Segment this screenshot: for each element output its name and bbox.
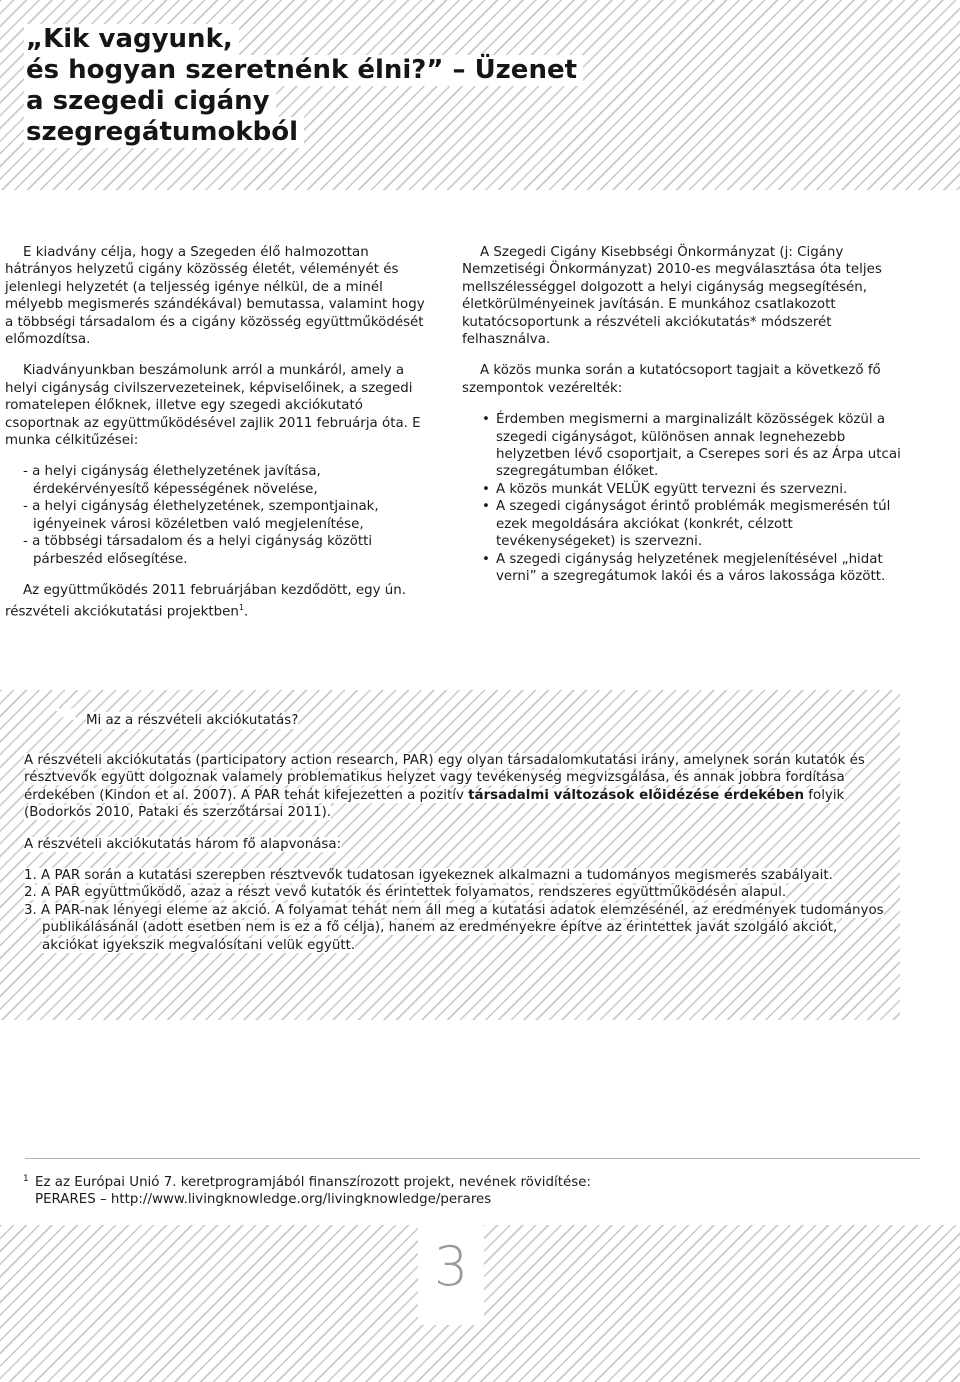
aspect-item: • A szegedi cigányság helyzetének megjelenítésével „hidat verni” a szegregátumok lakói és a város lakossága között. — [496, 551, 907, 586]
left-column — [5, 244, 430, 635]
cooperation-text: Az együttműködés 2011 februárjában kezdődött, egy ún. részvételi akciókutatási projektben — [5, 582, 407, 620]
principle-item: 1. A PAR során a kutatási szerepben résztvevők tudatosan igyekeznek alkalmazni a tudományos megismerés szabályait. — [24, 868, 833, 884]
aspects-intro: A közös munka során a kutatócsoport tagjait a következő fő szempontok vezérelték: — [462, 363, 881, 396]
asterisk-icon: * — [54, 696, 78, 747]
intro-paragraph: E kiadvány célja, hogy a Szegeden élő halmozottan hátrányos helyzetű cigány közösség életét, véleményét és jelenlegi helyzetét (a teljesség igénye nélkül, de a minél mélyebb megismerés szándékával) bemutassa, valamint hogy a többségi társadalom és a cigány közösség együttműködését előmozdítsa. — [5, 245, 425, 348]
aspects-list — [496, 411, 907, 585]
definition-bold: társadalmi változások előidézése érdekében — [468, 787, 805, 803]
footnote-divider — [25, 1158, 920, 1159]
footnote-reference[interactable]: 1 — [238, 603, 244, 613]
title-line-2: és hogyan szeretnénk élni?” – Üzenet — [24, 55, 583, 86]
cooperation-end: . — [243, 604, 249, 620]
par-definition — [24, 752, 884, 822]
goal-item: - a többségi társadalom és a helyi cigányság közötti párbeszéd elősegítése. — [23, 534, 373, 567]
principles-list — [24, 867, 884, 954]
footnote — [23, 1174, 591, 1209]
page-number: 3 — [433, 1235, 469, 1298]
page-title — [24, 24, 583, 148]
page-number-box — [418, 1225, 484, 1325]
definition-text-end: folyik (Bodorkós 2010, Pataki és szerzőtársai 2011). — [24, 787, 845, 821]
cooperation-paragraph — [5, 582, 430, 621]
goal-item: - a helyi cigányság élethelyzetének, szempontjainak, igényeinek városi közéletben való megjelenítése, — [23, 499, 379, 532]
title-line-4: szegregátumokból — [24, 117, 304, 148]
info-box-heading: Mi az a részvételi akciókutatás? — [86, 713, 299, 728]
footnote-mark: 1 — [23, 1174, 29, 1184]
footnote-line-1: Ez az Európai Unió 7. keretprogramjából finanszírozott projekt, nevének rövidítése: — [35, 1175, 591, 1190]
report-paragraph: Kiadványunkban beszámolunk arról a munkáról, amely a helyi cigányság civilszervezeteinek, képviselőinek, a szegedi romatelepen élőknek, illetve egy szegedi akciókutató csoportnak az együttműködésével zajlik 2011 februárja óta. E munka célkitűzései: — [5, 363, 421, 449]
title-line-3: a szegedi cigány — [24, 86, 276, 117]
action-research-info-box — [0, 690, 900, 1020]
right-column — [462, 244, 907, 585]
principle-item: 3. A PAR-nak lényegi eleme az akció. A folyamat tehát nem áll meg a kutatási adatok elemzésénél, az eredmények tudományos publikálásánál (adott esetben nem is ez a fő célja), hanem az eredményekre építve az érintettek javát szolgáló akciót, akciókat igyekszik megvalósítani velük együtt. — [24, 902, 884, 953]
aspect-item: • Érdemben megismerni a marginalizált közösségek közül a szegedi cigányságot, különösen annak legnehezebb helyzetben lévő csoportjait, a Cserepes sori és az Árpa utcai szegregátumban élőket. — [496, 411, 907, 481]
goal-item: - a helyi cigányság élethelyzetének javítása, érdekérvényesítő képességének növelése, — [23, 464, 321, 497]
title-line-1: „Kik vagyunk, — [24, 24, 239, 55]
principle-item: 2. A PAR együttműködő, azaz a részt vevő kutatók és érintettek folyamatos, rendszeres együttműködésén alapul. — [24, 885, 787, 901]
definition-text: A részvételi akciókutatás (participatory action research, PAR) egy olyan társadalomkutatási irány, amelynek során kutatók és résztvevők együtt dolgoznak valamely problematikus helyzet vagy tevékenység megvizsgálása, és annak jobbra fordítása érdekében (Kindon et al. 2007). A PAR tehát kifejezetten a pozitív — [24, 753, 865, 803]
self-government-paragraph: A Szegedi Cigány Kisebbségi Önkormányzat (j: Cigány Nemzetiségi Önkormányzat) 2010-es megválasztása óta teljes mellszélességgel dolgozott a helyi cigányság megsegítésén, életkörülményeinek javításán. E munkához csatlakozott kutatócsoportunk a részvételi akciókutatás* módszerét felhasználva. — [462, 245, 882, 348]
aspect-item: • A közös munkát VELÜK együtt tervezni és szervezni. — [496, 481, 907, 498]
goals-list — [21, 463, 430, 567]
aspect-item: • A szegedi cigányságot érintő problémák megismerésén túl ezek megoldására akciókat (konkrét, célzott tevékenységeket) is szervezni. — [496, 498, 907, 550]
footnote-line-2[interactable]: PERARES – http://www.livingknowledge.org/livingknowledge/perares — [35, 1192, 492, 1208]
principles-intro: A részvételi akciókutatás három fő alapvonása: — [24, 836, 342, 852]
